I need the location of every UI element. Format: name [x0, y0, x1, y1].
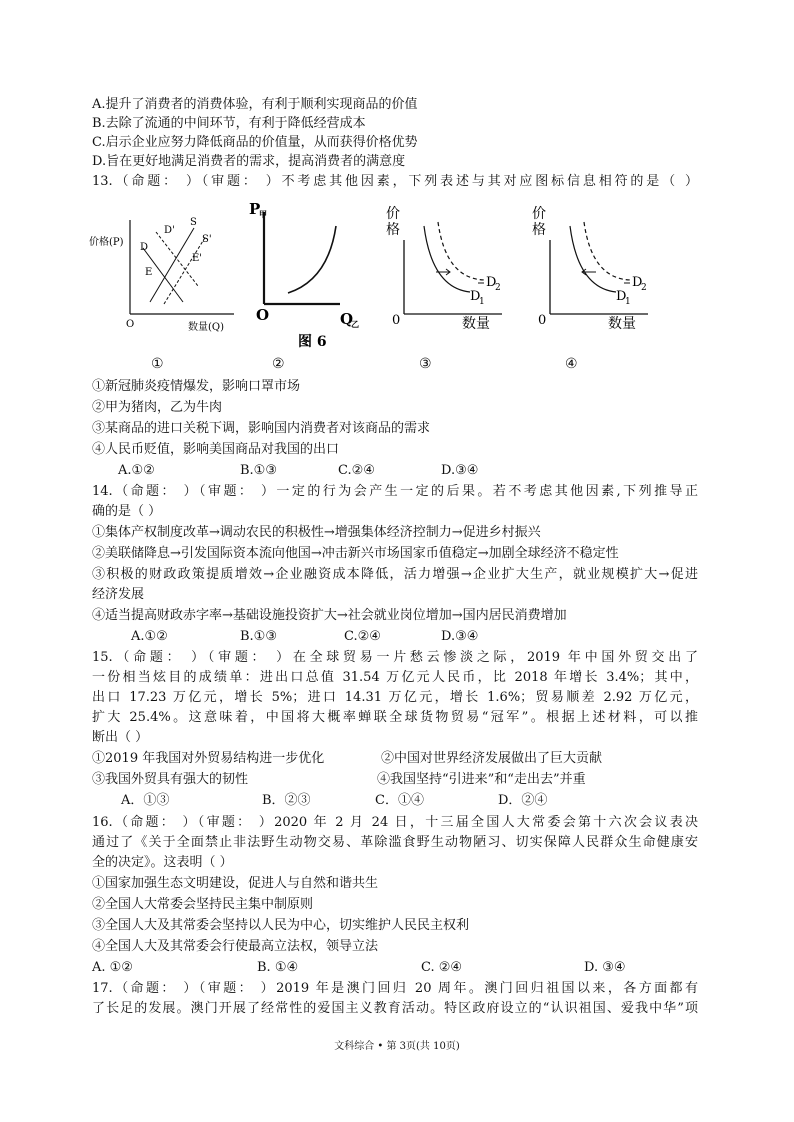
q14-choice-a: A.①②: [131, 629, 168, 644]
q14-statement-4: ④适当提高财政赤字率→基础设施投资扩大→社会就业岗位增加→国内居民消费增加: [92, 608, 567, 623]
fig3-d1: D: [470, 289, 481, 304]
q13-statement-4: ④人民币贬值，影响美国商品对我国的出口: [92, 442, 340, 457]
fig4-d1sub: 1: [625, 297, 631, 307]
q15-choice-b: B．②③: [262, 793, 311, 808]
q14-statement-3: ③积极的财政政策提质增效→企业融资成本降低，活力增强→企业扩大生产，就业规模扩大→促进: [92, 567, 698, 582]
figure-2-curve: [244, 196, 364, 348]
q14-statement-1: ①集体产权制度改革→调动农民的积极性→增强集体经济控制力→促进乡村振兴: [92, 525, 541, 540]
q16-choice-c: C. ②④: [421, 960, 463, 975]
fig2-xsub: 乙: [351, 319, 359, 329]
fig1-label-s: S: [190, 217, 197, 228]
q16-choice-d: D. ③④: [584, 960, 626, 975]
q15-line4: 扩大 25.4%。这意味着，中国将大概率蝉联全球货物贸易“冠军”。根据上述材料，可以推: [92, 710, 698, 725]
q15-statement-4: ④我国坚持“引进来”和“走出去”并重: [377, 772, 586, 787]
fig1-label-eprime: E': [192, 253, 203, 264]
q15-choice-a: A．①③: [121, 793, 170, 808]
q15-statement-2: ②中国对世界经济发展做出了巨大贡献: [381, 751, 603, 766]
q12-option-b: B.去除了流通的中间环节，有利于降低经营成本: [92, 116, 366, 131]
fig4-ylabel-char2: 格: [532, 222, 546, 238]
fig3-d2: D: [486, 275, 497, 290]
q13-choice-c: C.②④: [338, 463, 375, 478]
fig1-label-sprime: S': [202, 234, 212, 245]
q15-line1: 15.（命题： ）（审题： ）在全球贸易一片愁云惨淡之际，2019 年中国外贸交出了: [92, 650, 698, 665]
fig4-ylabel-char1: 价: [532, 206, 546, 222]
fig-number-1: ①: [151, 356, 164, 372]
page-footer: 文科综合 • 第 3页(共 10页): [334, 1041, 460, 1052]
q16-statement-4: ④全国人大及其常委会行使最高立法权，领导立法: [92, 939, 379, 954]
fig3-ylabel-char1: 价: [386, 206, 400, 222]
figure-3-demand-shift: [382, 200, 508, 336]
fig2-ysub: 甲: [259, 209, 267, 219]
q17-line1: 17.（命题： ）（审题： ）2019 年是澳门回归 20 周年。澳门回归祖国以来，各方面都有: [92, 981, 698, 996]
q13-choice-a: A.①②: [118, 463, 155, 478]
fig3-xlabel: 数量: [462, 316, 490, 332]
fig4-d1: D: [616, 289, 627, 304]
q13-statement-2: ②甲为猪肉，乙为牛肉: [92, 400, 223, 415]
q17-line2: 了长足的发展。澳门开展了经常性的爱国主义教育活动。特区政府设立的“认识祖国、爱我中华”项: [92, 1001, 698, 1016]
q15-line2: 一份相当炫目的成绩单：进出口总值 31.54 万亿元人民币，比 2018 年增长 3.4%；其中，: [92, 670, 698, 685]
q15-line5: 断出（ ）: [92, 730, 149, 745]
q16-choice-b: B. ①④: [257, 960, 299, 975]
q13-statement-3: ③某商品的进口关税下调，影响国内消费者对该商品的需求: [92, 421, 431, 436]
fig4-origin: 0: [538, 313, 547, 328]
figure-1-supply-demand: [88, 212, 238, 344]
q13-choice-d: D.③④: [441, 463, 479, 478]
q14-choice-c: C.②④: [344, 629, 381, 644]
q16-statement-2: ②全国人大常委会坚持民主集中制原则: [92, 897, 314, 912]
q12-option-d: D.旨在更好地满足消费者的需求，提高消费者的满意度: [92, 154, 406, 169]
q14-stem-line1: 14.（命题： ）（审题： ）一定的行为会产生一定的后果。若不考虑其他因素,下列推导正: [92, 484, 698, 499]
figure-4-demand-shift: [528, 200, 654, 336]
fig4-d2: D: [632, 275, 643, 290]
fig4-d2sub: 2: [641, 283, 647, 293]
fig1-ylabel: 价格(P): [89, 237, 124, 248]
fig1-origin: O: [126, 319, 135, 330]
q13-choice-b: B.①③: [240, 463, 277, 478]
q14-choice-d: D.③④: [441, 629, 479, 644]
q16-line1: 16.（命题： ）（审题： ）2020 年 2 月 24 日，十三届全国人大常委会第十六次会议表决: [92, 815, 698, 830]
fig1-label-e: E: [145, 267, 153, 278]
q12-option-c: C.启示企业应努力降低商品的价值量，从而获得价格优势: [92, 135, 418, 150]
q15-statement-3: ③我国外贸具有强大的韧性: [92, 772, 249, 787]
q13-statement-1: ①新冠肺炎疫情爆发，影响口罩市场: [92, 379, 301, 394]
q12-option-a: A.提升了消费者的消费体验，有利于顺利实现商品的价值: [92, 97, 418, 112]
fig3-d1sub: 1: [479, 297, 485, 307]
fig1-xlabel: 数量(Q): [188, 322, 225, 333]
fig2-ylabel: P: [249, 200, 261, 218]
fig3-origin: 0: [392, 313, 401, 328]
fig2-caption: 图 6: [298, 334, 327, 348]
q15-statement-1: ①2019 年我国对外贸易结构进一步优化: [92, 751, 325, 766]
fig1-label-dprime: D': [164, 225, 175, 236]
q16-line3: 全的决定》。这表明（ ）: [92, 855, 233, 870]
q14-choice-b: B.①③: [240, 629, 277, 644]
q14-statement-2: ②美联储降息→引发国际资本流向他国→冲击新兴市场国家币值稳定→加剧全球经济不稳定性: [92, 546, 619, 561]
fig1-label-d: D: [140, 242, 149, 253]
fig2-origin: O: [256, 306, 270, 324]
q14-stem-line2: 确的是（ ）: [92, 504, 162, 519]
q15-choice-d: D．②④: [498, 793, 548, 808]
q15-choice-c: C．①④: [375, 793, 424, 808]
q13-stem: 13.（命题： ）（审题： ）不考虑其他因素，下列表述与其对应图标信息相符的是（ ）: [92, 174, 698, 189]
q16-statement-3: ③全国人大及其常委会坚持以人民为中心，切实维护人民民主权利: [92, 918, 470, 933]
fig-number-2: ②: [272, 356, 285, 372]
fig3-d2sub: 2: [495, 283, 501, 293]
q15-line3: 出口 17.23 万亿元，增长 5%；进口 14.31 万亿元，增长 1.6%；贸易顺差 2.92 万亿元，: [92, 690, 698, 705]
q16-choice-a: A. ①②: [92, 960, 133, 975]
fig3-ylabel-char2: 格: [386, 222, 400, 238]
fig2-xlabel: Q: [340, 310, 354, 328]
q16-line2: 通过了《关于全面禁止非法野生动物交易、革除滥食野生动物陋习、切实保障人民群众生命健康安: [92, 835, 698, 850]
fig-number-3: ③: [419, 356, 432, 372]
q16-statement-1: ①国家加强生态文明建设，促进人与自然和谐共生: [92, 876, 379, 891]
q14-statement-3-cont: 经济发展: [92, 587, 145, 602]
fig4-xlabel: 数量: [608, 316, 636, 332]
fig-number-4: ④: [565, 356, 578, 372]
